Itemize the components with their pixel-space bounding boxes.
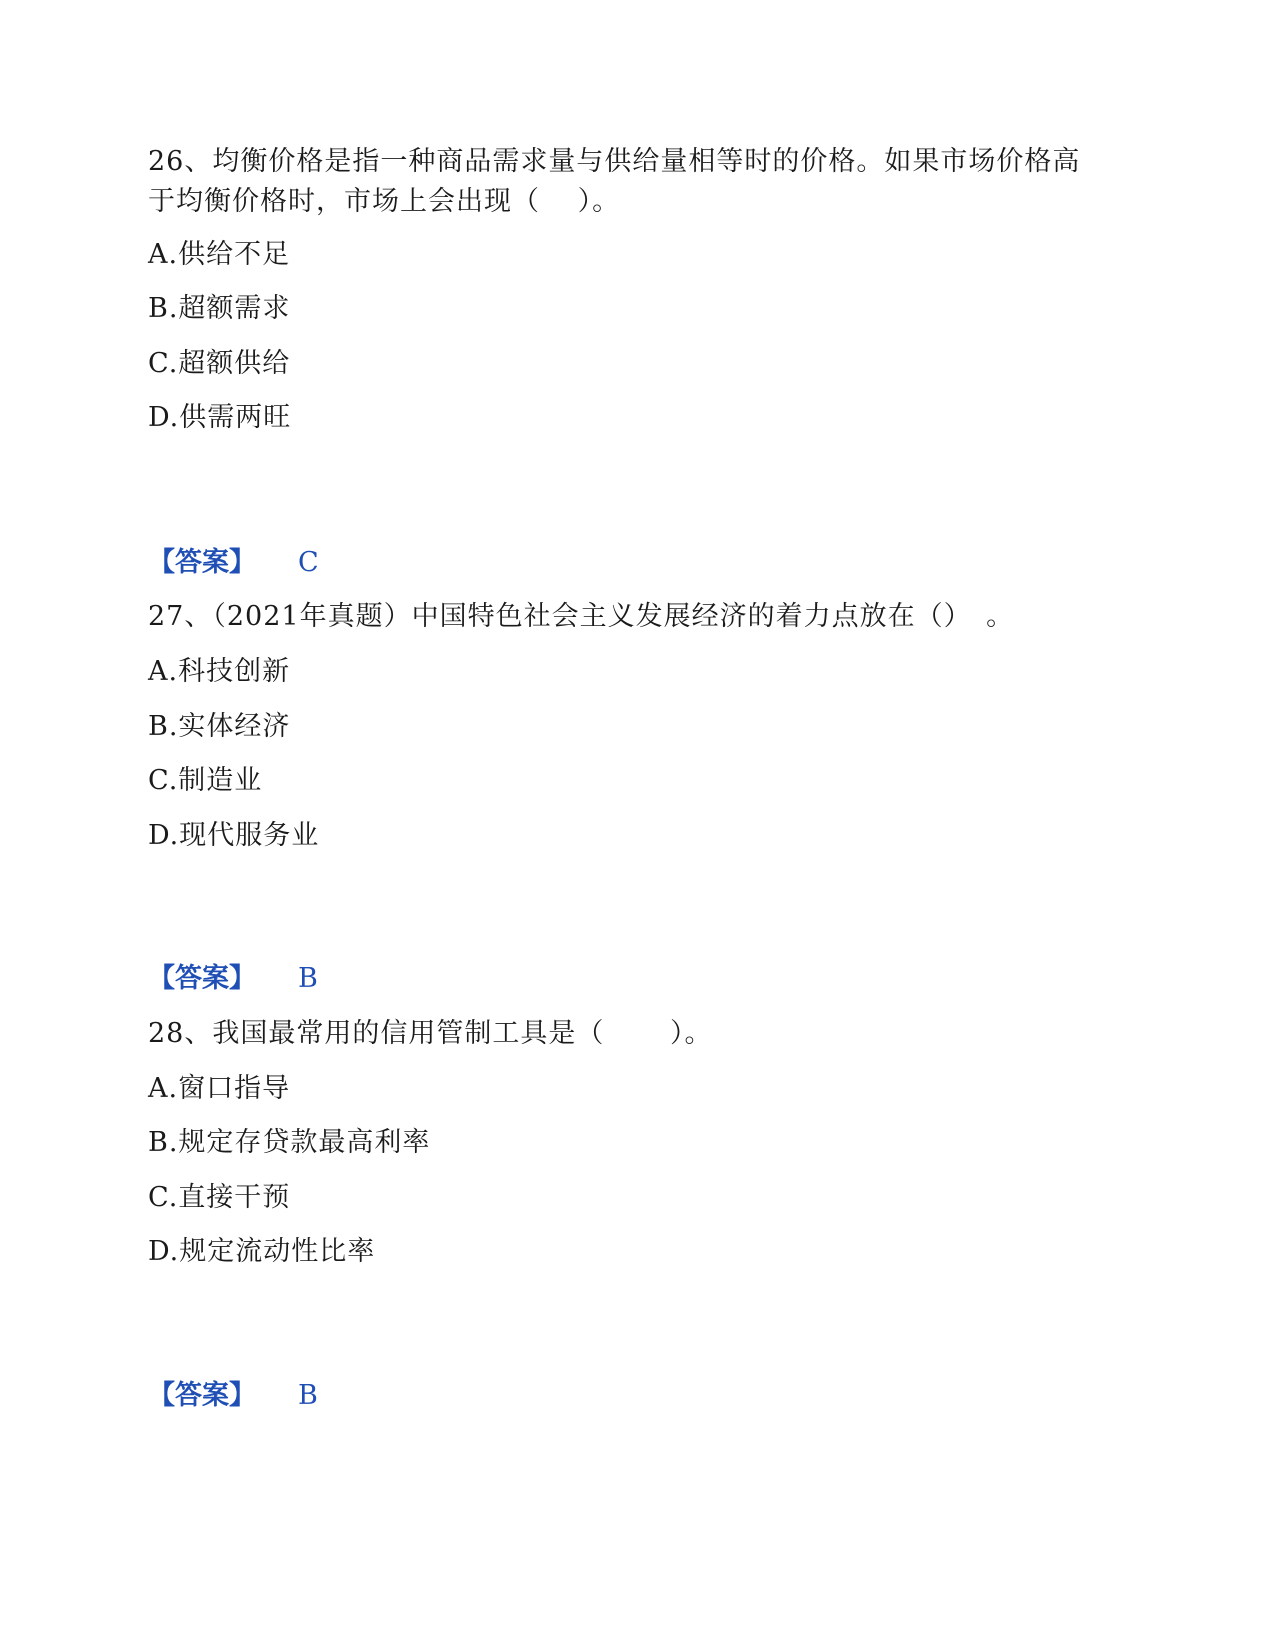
answer-label: 【答案】 — [148, 547, 256, 578]
question-28-option-d: D.规定流动性比率 — [148, 1236, 376, 1267]
question-27-answer — [148, 961, 318, 997]
question-27-option-a: A.科技创新 — [148, 656, 291, 687]
answer-value: B — [298, 963, 318, 994]
answer-value: B — [298, 1380, 318, 1411]
question-26-stem: 26、均衡价格是指一种商品需求量与供给量相等时的价格。如果市场价格高于均衡价格时，市场上会出现（ ）。 — [148, 146, 1081, 217]
question-27-option-c: C.制造业 — [148, 765, 263, 796]
answer-label: 【答案】 — [148, 963, 256, 994]
question-26-option-a: A.供给不足 — [148, 239, 291, 270]
question-27-option-b: B.实体经济 — [148, 711, 291, 742]
question-28-stem: 28、我国最常用的信用管制工具是（ ）。 — [148, 1018, 713, 1049]
answer-value: C — [298, 547, 319, 578]
question-28-option-a: A.窗口指导 — [148, 1073, 291, 1104]
answer-label: 【答案】 — [148, 1380, 256, 1411]
question-27-stem: 27、（2021年真题）中国特色社会主义发展经济的着力点放在（） 。 — [148, 601, 1015, 632]
question-27-option-d: D.现代服务业 — [148, 820, 320, 851]
question-28-option-c: C.直接干预 — [148, 1182, 291, 1213]
question-28-answer — [148, 1378, 318, 1414]
question-28-option-b: B.规定存贷款最高利率 — [148, 1127, 431, 1158]
question-26-answer — [148, 545, 319, 581]
question-26-option-c: C.超额供给 — [148, 348, 291, 379]
question-26-option-d: D.供需两旺 — [148, 402, 292, 433]
question-26-option-b: B.超额需求 — [148, 293, 291, 324]
